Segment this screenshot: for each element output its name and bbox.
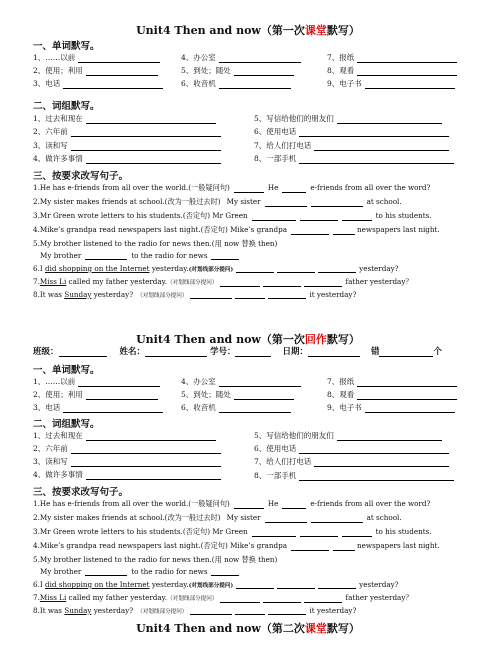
word-item: 6、收音机 bbox=[181, 78, 291, 89]
sentence-5-answer: My brother to the radio for news bbox=[40, 251, 239, 260]
sentence-3: 3.Mr Green wrote letters to his students.(否定句) Mr Green to his students. bbox=[33, 211, 432, 220]
sheet2-phrase-section-heading: 二、词组默写。 bbox=[33, 419, 100, 430]
phrase-item: 8、一部手机 bbox=[254, 470, 454, 481]
sheet1-word-section-heading: 一、单词默写。 bbox=[33, 41, 100, 52]
word-item: 8、观看 bbox=[327, 389, 457, 400]
phrase-item: 8、一部手机 bbox=[254, 153, 454, 164]
phrase-item: 6、使用电话 bbox=[254, 443, 449, 454]
sheet1-phrase-section-heading: 二、词组默写。 bbox=[33, 101, 100, 112]
word-item: 2、使用；利用 bbox=[33, 389, 158, 400]
student-info-row: 班级： 姓名： 学号： 日期： 错 个 bbox=[33, 347, 442, 357]
sentence-6: 6.I did shopping on the Internet yesterday.(对划线部分提问) yesterday? bbox=[33, 264, 399, 273]
phrase-item: 2、六年前 bbox=[33, 443, 221, 454]
sentence-5: 5.My brother listened to the radio for news then.(用 now 替换 then) bbox=[33, 239, 278, 248]
sheet2-word-section-heading: 一、单词默写。 bbox=[33, 365, 100, 376]
sentence-8: 8.It was Sunday yesterday? （对划线部分提问） it yesterday? bbox=[33, 290, 357, 299]
word-item: 7、报纸 bbox=[327, 52, 457, 63]
sentence-4: 4.Mike’s grandpa read newspapers last night.(否定句) Mike’s grandpa newspapers last night. bbox=[33, 541, 440, 550]
sheet2-title: Unit4 Then and now（第一次回作默写） bbox=[136, 333, 360, 346]
word-item: 1、……以前 bbox=[33, 52, 160, 63]
phrase-item: 4、做许多事情 bbox=[33, 153, 221, 164]
phrase-item: 6、使用电话 bbox=[254, 126, 449, 137]
word-item: 6、收音机 bbox=[181, 402, 291, 413]
word-item: 5、到处；随处 bbox=[181, 65, 294, 76]
sentence-4: 4.Mike’s grandpa read newspapers last night.(否定句) Mike’s grandpa newspapers last night. bbox=[33, 225, 440, 234]
word-item: 4、办公室 bbox=[181, 376, 301, 387]
sheet2-sentence-section-heading: 三、按要求改写句子。 bbox=[33, 487, 129, 498]
phrase-item: 1、过去和现在 bbox=[33, 430, 216, 441]
phrase-item: 5、写信给他们的朋友们 bbox=[254, 430, 442, 441]
sentence-2: 2.My sister makes friends at school.(改为一般过去时) My sister at school. bbox=[33, 513, 402, 522]
word-item: 9、电子书 bbox=[327, 402, 455, 413]
word-item: 3、电话 bbox=[33, 78, 163, 89]
sentence-7: 7.Miss Li called my father yesterday.（对划线部分提问） father yesterday？ bbox=[33, 593, 413, 602]
phrase-item: 3、读和写 bbox=[33, 140, 221, 151]
word-item: 8、观看 bbox=[327, 65, 457, 76]
phrase-item: 3、读和写 bbox=[33, 456, 221, 467]
phrase-item: 4、做许多事情 bbox=[33, 469, 221, 480]
word-item: 4、办公室 bbox=[181, 52, 301, 63]
sentence-1: 1.He has e-friends from all over the world.(一般疑问句) He e-friends from all over the word? bbox=[33, 183, 431, 192]
phrase-item: 5、写信给他们的朋友们 bbox=[254, 113, 442, 124]
word-item: 2、使用；利用 bbox=[33, 65, 158, 76]
sentence-6: 6.I did shopping on the Internet yesterday.(对划线部分提问) yesterday? bbox=[33, 580, 399, 589]
sentence-8: 8.It was Sunday yesterday? （对划线部分提问） it yesterday? bbox=[33, 606, 357, 615]
sentence-5: 5.My brother listened to the radio for news then.(用 now 替换 then) bbox=[33, 555, 278, 564]
sheet1-sentence-section-heading: 三、按要求改写句子。 bbox=[33, 171, 129, 182]
sentence-1: 1.He has e-friends from all over the world.(一般疑问句) He e-friends from all over the word? bbox=[33, 499, 431, 508]
phrase-item: 1、过去和现在 bbox=[33, 113, 216, 124]
sentence-5-answer: My brother to the radio for news bbox=[40, 567, 239, 576]
phrase-item: 2、六年前 bbox=[33, 126, 221, 137]
phrase-item: 7、给人们打电话 bbox=[254, 456, 449, 467]
word-item: 9、电子书 bbox=[327, 78, 455, 89]
word-item: 7、报纸 bbox=[327, 376, 457, 387]
word-item: 5、到处；随处 bbox=[181, 389, 294, 400]
sentence-7: 7.Miss Li called my father yesterday.（对划线部分提问） father yesterday？ bbox=[33, 277, 413, 286]
word-item: 1、……以前 bbox=[33, 376, 160, 387]
sheet1-title: Unit4 Then and now（第一次课堂默写） bbox=[136, 24, 360, 37]
word-item: 3、电话 bbox=[33, 402, 163, 413]
phrase-item: 7、给人们打电话 bbox=[254, 140, 449, 151]
sheet3-title: Unit4 Then and now（第二次课堂默写） bbox=[136, 622, 360, 635]
sentence-2: 2.My sister makes friends at school.(改为一般过去时) My sister at school. bbox=[33, 197, 402, 206]
sentence-3: 3.Mr Green wrote letters to his students.(否定句) Mr Green to his students. bbox=[33, 527, 432, 536]
